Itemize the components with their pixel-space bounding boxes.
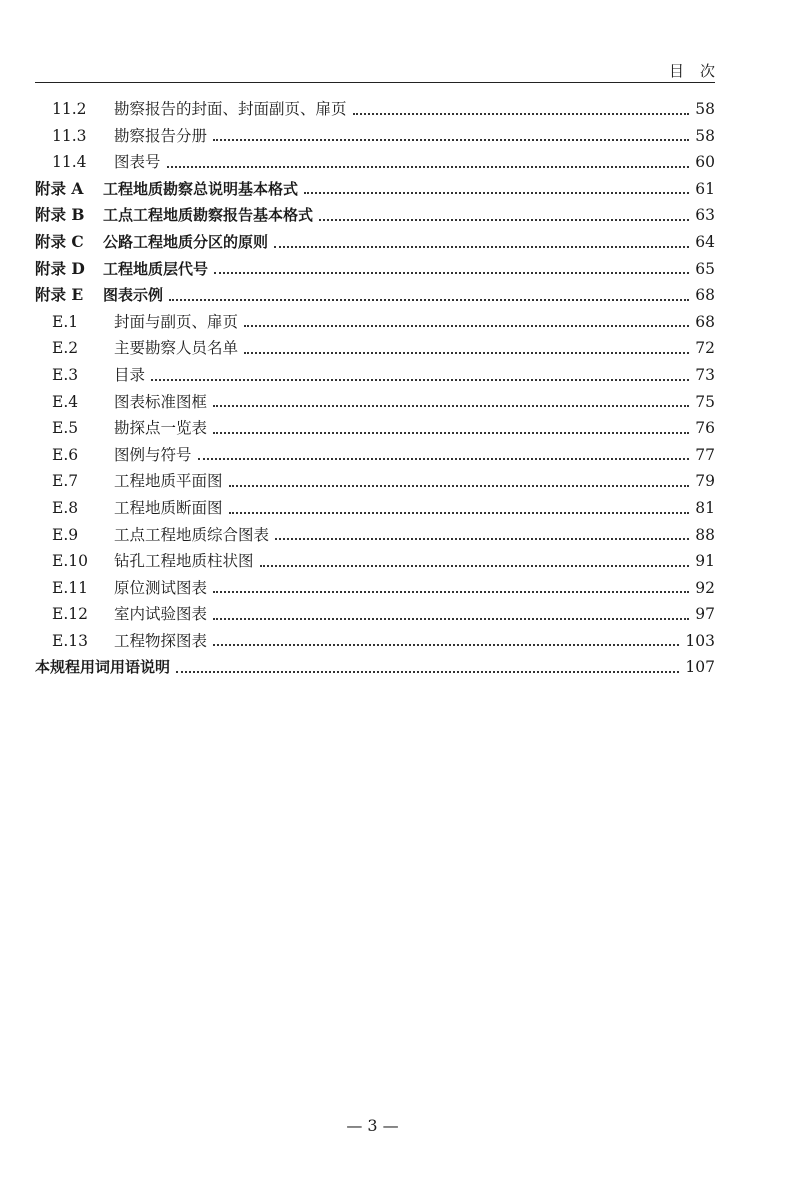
toc-entry-title: 工点工程地质综合图表 [114,525,270,544]
toc-entry-number: E.12 [52,605,88,624]
toc-appendix-entry[interactable] [35,256,715,283]
toc-entry-title: 主要勘察人员名单 [114,339,239,358]
toc-entry-page: 77 [695,445,715,464]
toc-entry-title: 室内试验图表 [114,605,208,624]
dot-leader [213,644,679,646]
dot-leader [275,538,689,540]
toc-entry-number: 11.3 [52,126,87,145]
toc-entry-page: 63 [695,206,715,225]
toc-entry-page: 107 [685,658,715,677]
toc-entry-title: 原位测试图表 [114,578,208,597]
toc-entry-title: 封面与副页、扉页 [114,312,239,331]
toc-entry-page: 91 [695,552,715,571]
toc-entry-number: E.8 [52,498,79,517]
toc-appendix-entry[interactable] [35,654,715,681]
toc-entry-number: E.5 [52,419,79,438]
dot-leader [260,565,690,567]
toc-entry[interactable] [35,149,715,176]
toc-entry[interactable] [35,415,715,442]
toc-entry-number: E.6 [52,445,79,464]
toc-entry-number: 11.2 [52,100,87,118]
toc-entry-title: 钻孔工程地质柱状图 [114,552,254,571]
toc-entry-page: 97 [695,605,715,624]
toc-entry[interactable] [35,468,715,495]
toc-appendix-entry[interactable] [35,176,715,203]
header-title: 目次 [668,62,731,80]
toc-entry[interactable] [35,309,715,336]
dot-leader [213,432,689,434]
dot-leader [213,591,689,593]
toc-entry-number: E.10 [52,552,88,571]
toc-entry-page: 73 [695,365,715,384]
toc-entry-title: 图表号 [114,153,161,172]
toc-entry[interactable] [35,495,715,522]
dot-leader [214,272,689,274]
toc-entry-title: 勘察报告的封面、封面副页、扉页 [114,100,347,118]
toc-entry[interactable] [35,601,715,628]
toc-entry-page: 76 [695,419,715,438]
toc-entry-page: 81 [695,498,715,517]
toc-entry-page: 65 [695,259,715,278]
toc-entry-number: 11.4 [52,153,87,172]
toc-entry-number: 附录 D [35,258,85,278]
dot-leader [353,113,690,115]
toc-entry-number: E.7 [52,472,79,491]
dot-leader [274,246,689,248]
toc-entry[interactable] [35,628,715,655]
toc-entry-page: 75 [695,392,715,411]
toc-entry-number: 附录 E [35,285,84,305]
dot-leader [151,379,689,381]
toc-entry-page: 68 [695,286,715,305]
toc-entry-title: 工程地质断面图 [114,498,223,517]
toc-entry-title: 图表标准图框 [114,392,208,411]
toc-entry-number: 附录 B [35,205,85,225]
toc-appendix-entry[interactable] [35,202,715,229]
toc-entry[interactable] [35,362,715,389]
dot-leader [304,192,689,194]
toc-entry[interactable] [35,389,715,416]
toc-entry-page: 88 [695,525,715,544]
toc-entry-title: 目录 [114,365,146,384]
dot-leader [167,166,690,168]
dot-leader [198,458,690,460]
dot-leader [244,352,689,354]
toc-entry-title: 工程物探图表 [114,631,208,650]
toc-entry[interactable] [35,442,715,469]
toc-entry-number: E.9 [52,525,79,544]
toc-entry-title: 工程地质层代号 [103,259,209,278]
toc-entry-page: 58 [695,126,715,145]
toc-entry-title: 工点工程地质勘察报告基本格式 [103,206,314,225]
toc-entry-title: 勘探点一览表 [114,419,208,438]
toc-entry[interactable] [35,548,715,575]
dot-leader [169,299,689,301]
toc-entry-number: E.13 [52,631,88,650]
toc-entry-page: 68 [695,312,715,331]
toc-entry-title: 图表示例 [103,286,164,305]
page-number: — 3 — [346,1116,399,1135]
toc-entry[interactable] [35,522,715,549]
dot-leader [176,671,679,673]
table-of-contents [35,96,715,681]
toc-entry-page: 79 [695,472,715,491]
dot-leader [229,512,690,514]
toc-appendix-entry[interactable] [35,282,715,309]
toc-entry-page: 103 [685,631,715,650]
toc-entry-number: E.4 [52,392,79,411]
toc-entry-page: 60 [695,153,715,172]
toc-entry-page: 64 [695,232,715,251]
dot-leader [213,405,689,407]
dot-leader [229,485,690,487]
toc-entry-page: 92 [695,578,715,597]
toc-entry-number: 附录 C [35,231,84,251]
toc-appendix-entry[interactable] [35,229,715,256]
dot-leader [319,219,689,221]
toc-entry-title: 勘察报告分册 [114,126,208,145]
toc-entry-title: 工程地质平面图 [114,472,223,491]
toc-entry-page: 58 [695,100,715,118]
toc-entry[interactable] [35,575,715,602]
toc-entry-page: 72 [695,339,715,358]
dot-leader [213,139,689,141]
toc-entry-title: 公路工程地质分区的原则 [103,232,269,251]
toc-entry-number: 附录 A [35,178,84,198]
toc-entry-title: 图例与符号 [114,445,192,464]
toc-entry[interactable] [35,123,715,150]
dot-leader [244,325,689,327]
toc-entry-page: 61 [695,179,715,198]
page-header [35,56,731,83]
toc-entry-number: E.11 [52,578,88,597]
toc-entry-title: 本规程用词用语说明 [35,658,171,677]
dot-leader [213,618,689,620]
toc-entry-number: E.3 [52,365,79,384]
toc-entry-title: 工程地质勘察总说明基本格式 [103,179,299,198]
toc-entry[interactable] [35,96,715,123]
toc-entry-number: E.2 [52,339,79,358]
toc-entry[interactable] [35,335,715,362]
toc-entry-number: E.1 [52,312,79,331]
